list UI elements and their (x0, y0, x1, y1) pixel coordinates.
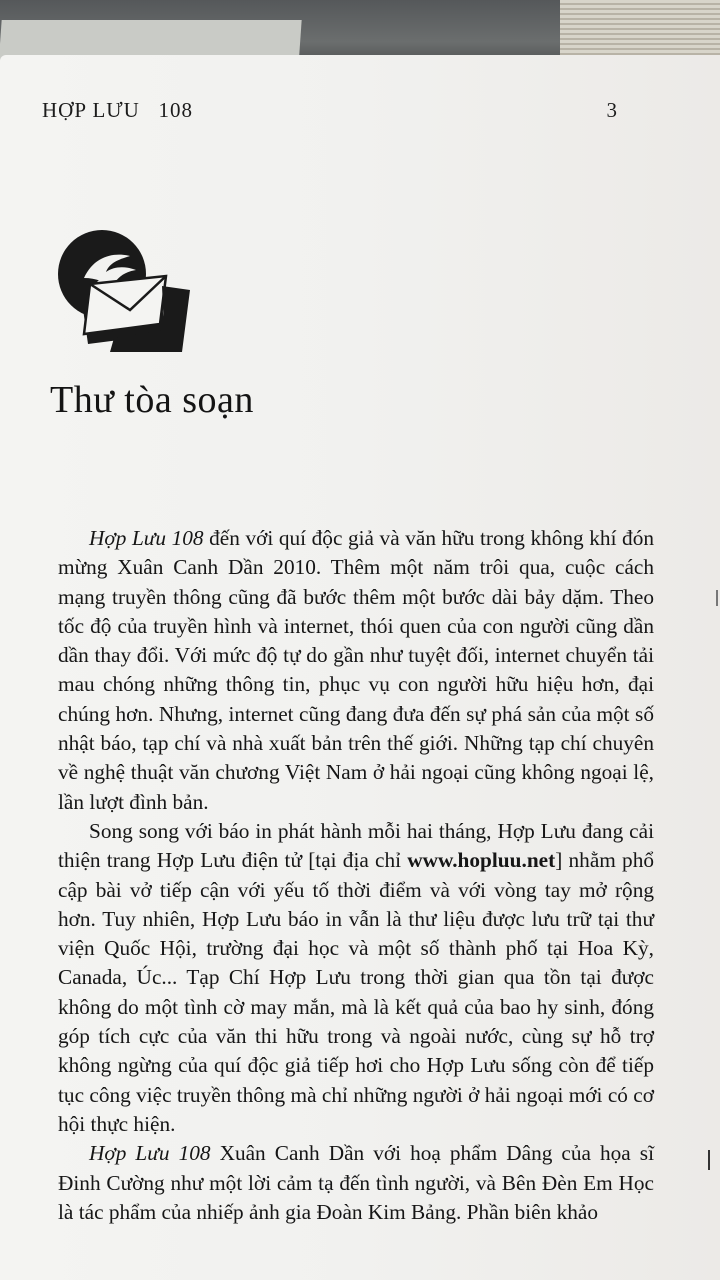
margin-mark (716, 590, 718, 606)
website-link: www.hopluu.net (407, 848, 556, 873)
header-title (42, 98, 193, 123)
paragraph-text: đến với quí độc giả và văn hữu trong không khí đón mừng Xuân Canh Dần 2010. Thêm một năm trôi qua, cuộc cách mạng truyền thông cũng đã bước thêm một bước dài bảy dặm. Theo tốc độ của truyền hình và internet, thói quen của con người cũng dần dần thay đổi. Với mức độ tự do gần như tuyệt đối, internet chuyển tải mau chóng những thông tin, phục vụ con người hữu hiệu hơn, đại chúng hơn. Nhưng, internet cũng đang đưa đến sự phá sản của một số nhật báo, tạp chí và nhà xuất bản trên thế giới. Những tạp chí chuyên về nghệ thuật văn chương Việt Nam ở hải ngoại cũng không ngoại lệ, lần lượt đình bản. (58, 526, 654, 814)
paragraph-text: Song song với báo in phát hành mỗi hai tháng, Hợp Lưu đang cải thiện trang Hợp Lưu điện tử [tại địa chỉ (58, 818, 654, 873)
magazine-ref: Hợp Lưu 108 (89, 1141, 211, 1166)
issue-number: 108 (158, 98, 194, 122)
margin-mark (708, 1150, 710, 1170)
page-number: 3 (606, 98, 617, 122)
paragraph-text: ] nhằm phổ cập bài vở tiếp cận với yếu tố thời điểm và với vòng tay mở rộng hơn. Tuy nhiên, Hợp Lưu báo in vẫn là thư liệu được lưu trữ tại thư viện Quốc Hội, trường đại học và một số thành phố tại Hoa Kỳ, Canada, Úc... Tạp Chí Hợp Lưu trong thời gian qua tồn tại được không do một tình cờ may mắn, mà là kết quả của bao hy sinh, đóng góp tích cực của văn thi hữu trong và ngoài nước, cùng sự hỗ trợ không ngừng của quí độc giả tiếp hơi cho Hợp Lưu sống còn để tiếp tục công việc truyền thông mà chỉ những người ở hải ngoại mới có cơ hội thực hiện. (58, 848, 654, 1136)
paragraph-3 (58, 1139, 654, 1227)
magazine-ref: Hợp Lưu 108 (89, 526, 204, 550)
paragraph-text: Xuân Canh Dần với hoạ phẩm Dâng của họa sĩ Đinh Cường như một lời cảm tạ đến tình người, và Bên Đèn Em Học là tác phẩm của nhiếp ảnh gia Đoàn Kim Bảng. Phần biên khảo (58, 1141, 654, 1224)
page-title: Thư tòa soạn (50, 379, 254, 421)
magazine-name: HỢP LƯU (42, 98, 140, 122)
paragraph-2 (58, 817, 654, 1139)
envelope-bird-icon (54, 226, 204, 376)
article-body (58, 524, 654, 1227)
paragraph-1 (58, 524, 654, 817)
